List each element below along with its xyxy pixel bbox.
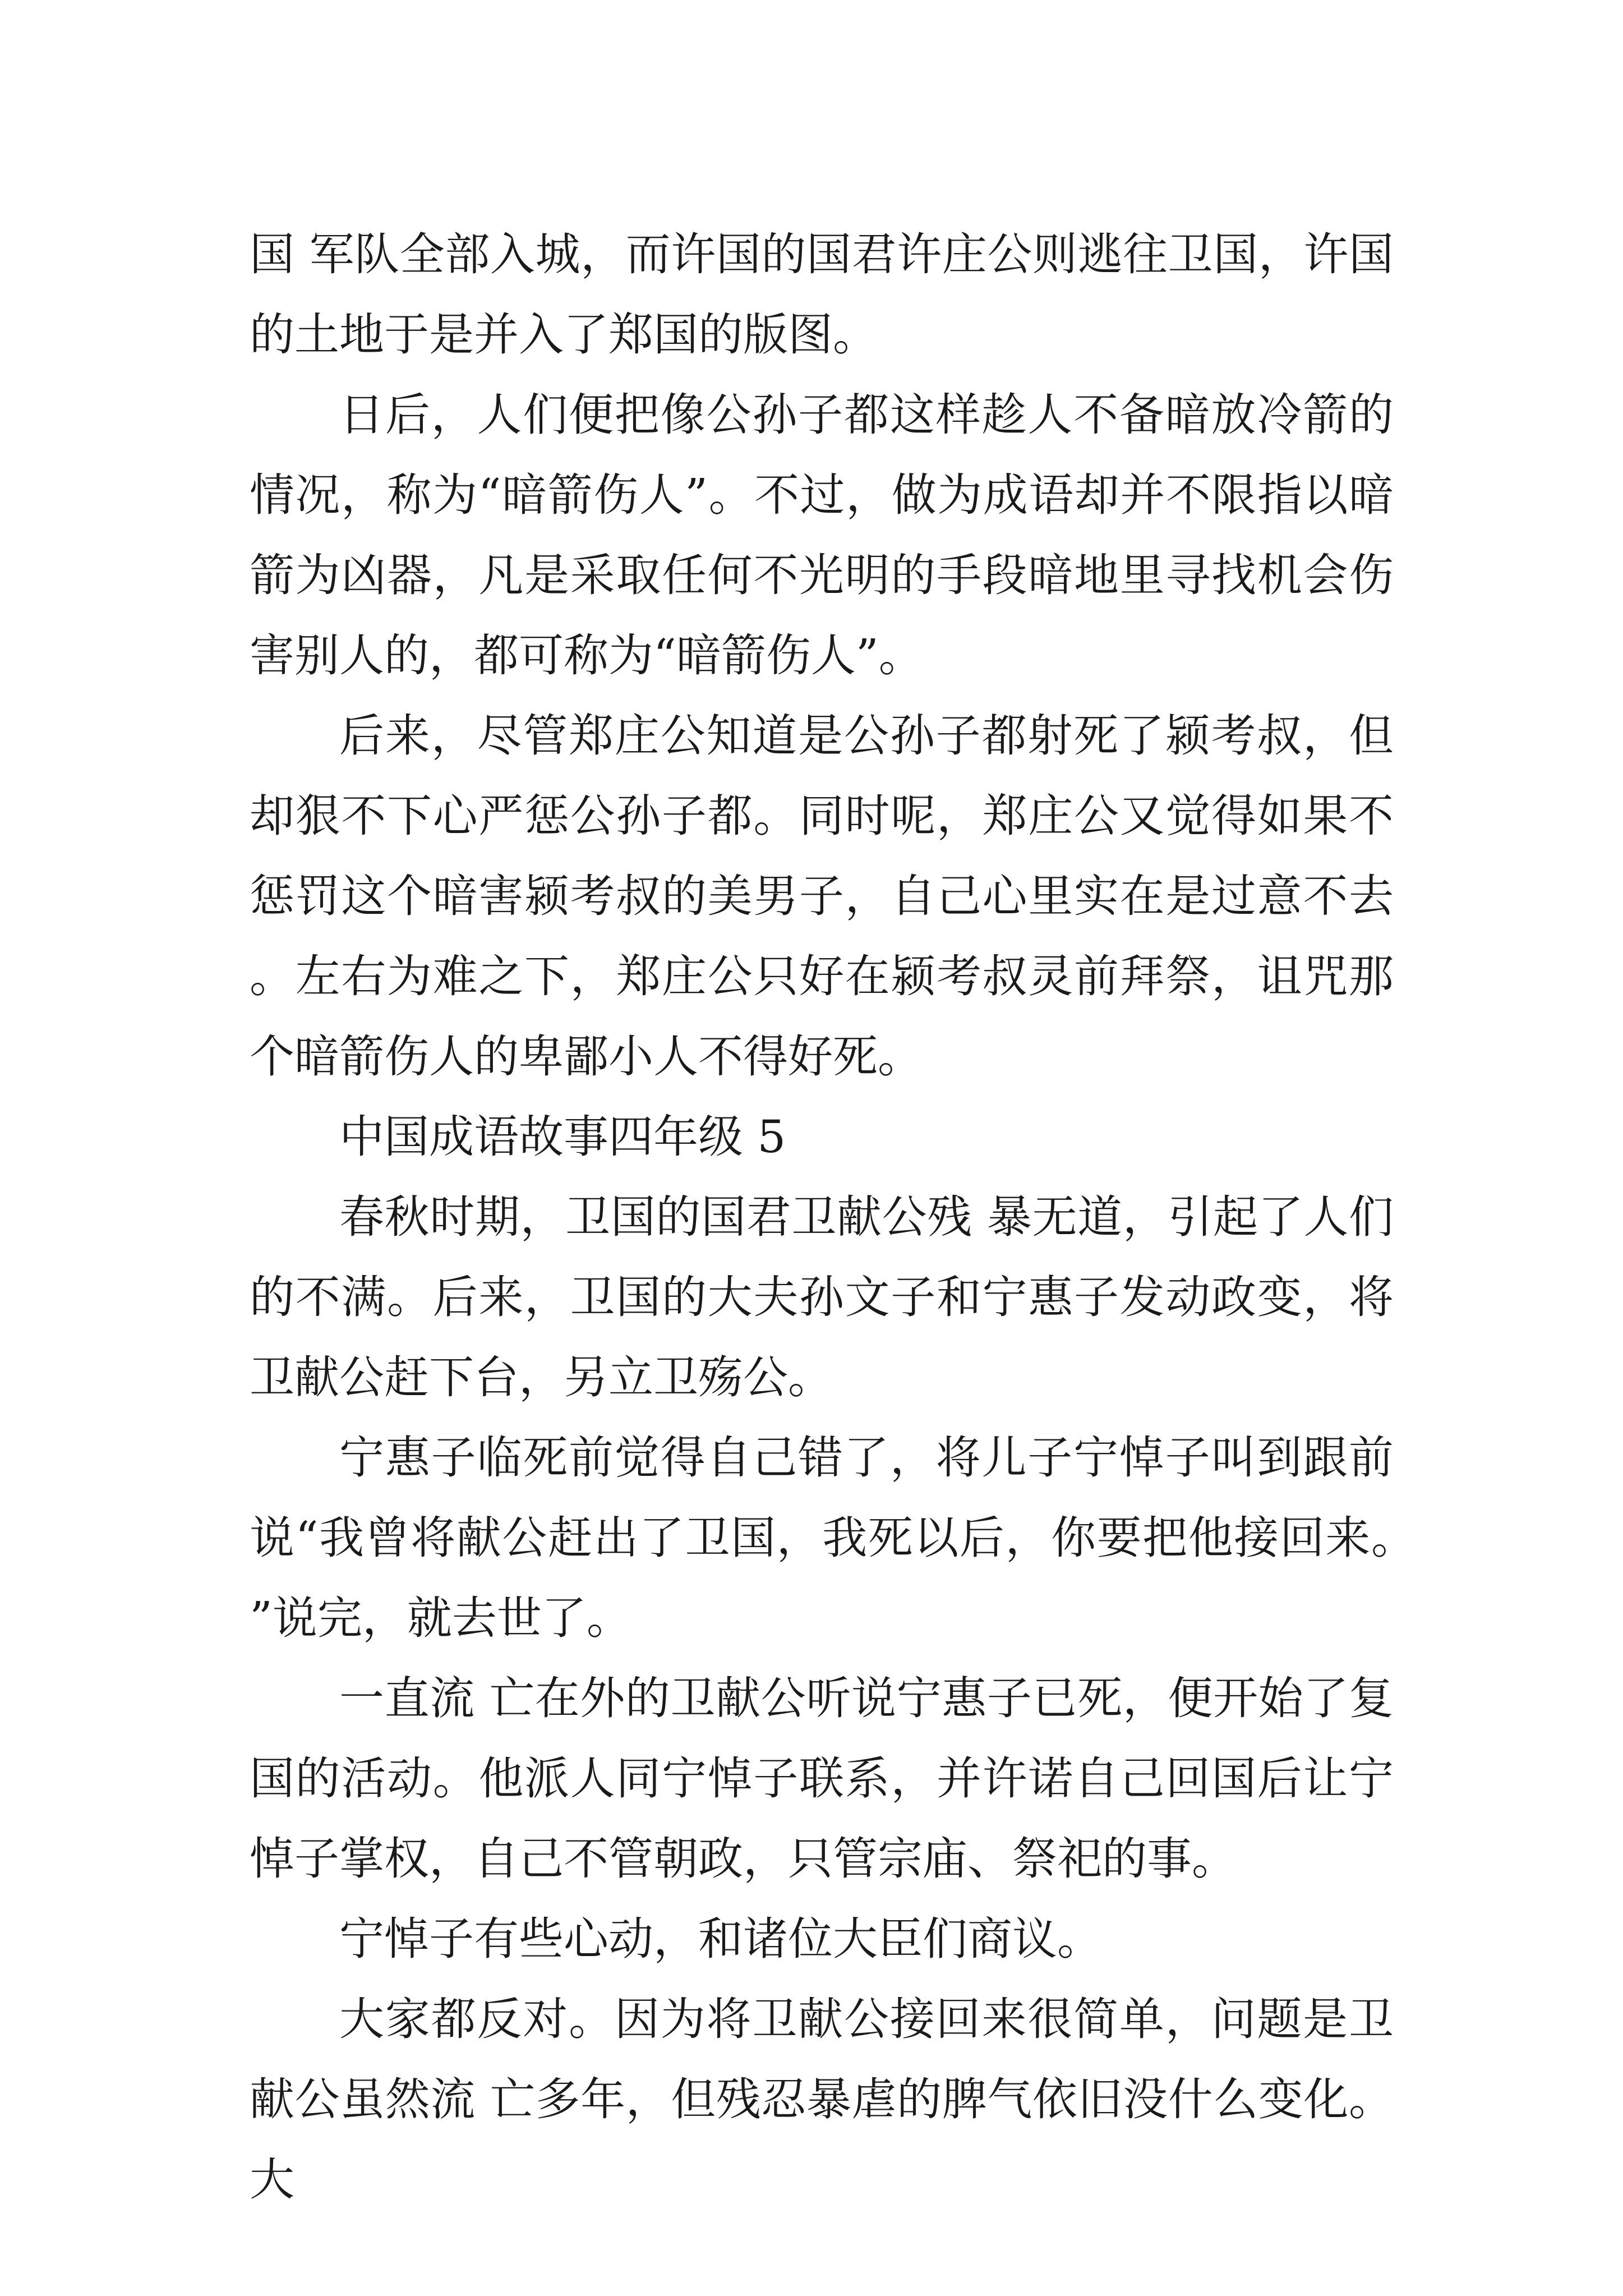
section-heading: 中国成语故事四年级 5 xyxy=(339,1111,786,1163)
document-body xyxy=(250,214,1394,2220)
paragraph-4: 春秋时期，卫国的国君卫献公残 暴无道，引起了人们的不满。后来，卫国的大夫孙文子和宁惠子发动政变，将卫献公赶下台，另立卫殇公。 xyxy=(250,1191,1394,1404)
paragraph-3: 后来，尽管郑庄公知道是公孙子都射死了颍考叔，但却狠不下心严惩公孙子都。同时呢，郑庄公又觉得如果不惩罚这个暗害颍考叔的美男子，自己心里实在是过意不去。左右为难之下，郑庄公只好在颍考叔灵前拜祭，诅咒那个暗箭伤人的卑鄙小人不得好死。 xyxy=(250,710,1394,1083)
paragraph-2: 日后，人们便把像公孙子都这样趁人不备暗放冷箭的情况，称为“暗箭伤人”。不过，做为成语却并不限指以暗箭为凶器，凡是采取任何不光明的手段暗地里寻找机会伤害别人的，都可称为“暗箭伤人”。 xyxy=(250,389,1394,682)
paragraph-7: 宁悼子有些心动，和诸位大臣们商议。 xyxy=(339,1913,1102,1965)
paragraph-6: 一直流 亡在外的卫献公听说宁惠子已死，便开始了复国的活动。他派人同宁悼子联系，并许诺自己回国后让宁悼子掌权，自己不管朝政，只管宗庙、祭祀的事。 xyxy=(250,1672,1394,1885)
paragraph-5: 宁惠子临死前觉得自己错了，将儿子宁悼子叫到跟前说“我曾将献公赶出了卫国，我死以后，你要把他接回来。”说完，就去世了。 xyxy=(250,1432,1394,1644)
paragraph-1: 国 军队全部入城，而许国的国君许庄公则逃往卫国，许国的土地于是并入了郑国的版图。 xyxy=(250,228,1394,361)
paragraph-8: 大家都反对。因为将卫献公接回来很简单，问题是卫献公虽然流 亡多年，但残忍暴虐的脾气依旧没什么变化。大 xyxy=(250,1993,1394,2206)
